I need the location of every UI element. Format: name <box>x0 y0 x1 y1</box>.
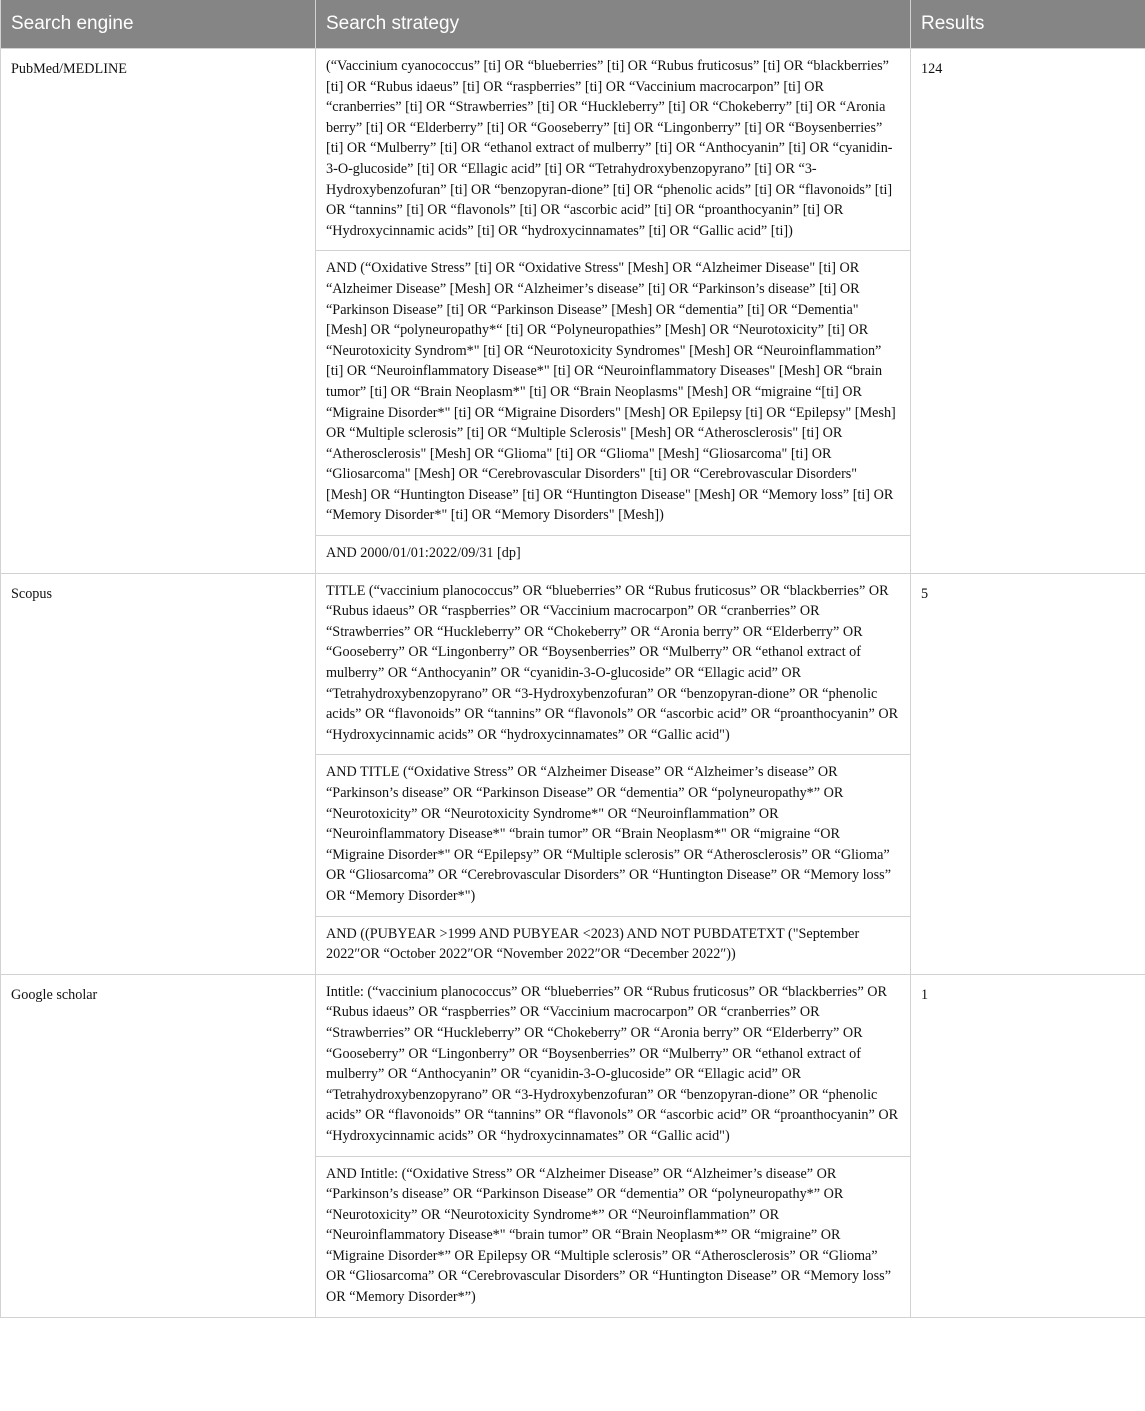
results-cell-scopus: 5 <box>911 573 1145 974</box>
table-row <box>1 974 1145 1156</box>
table-header <box>1 0 1145 49</box>
engine-cell-scopus: Scopus <box>1 573 316 974</box>
header-search-engine: Search engine <box>1 0 316 49</box>
strategy-cell: Intitle: (“vaccinium planococcus” OR “blueberries” OR “Rubus fruticosus” OR “blackberries” OR “Rubus idaeus” OR “raspberries” OR “Vaccinium macrocarpon” OR “cranberries” OR “Strawberries” OR “Huckleberry” OR “Chokeberry” OR “Aronia berry” OR “Elderberry” OR “Gooseberry” OR “Lingonberry” OR “Boysenberries” OR “Mulberry” OR “ethanol extract of mulberry” OR “Anthocyanin” OR “cyanidin-3-O-glucoside” OR “Ellagic acid” OR “Tetrahydroxybenzopyrano” OR “3-Hydroxybenzofuran” OR “benzopyran-dione” OR “phenolic acids” OR “flavonoids” OR “tannins” OR “flavonols” OR “ascorbic acid” OR “proanthocyanin” OR “Hydroxycinnamic acids” OR “hydroxycinnamates” OR “Gallic acid") <box>316 974 911 1156</box>
engine-cell-pubmed: PubMed/MEDLINE <box>1 49 316 574</box>
table-row <box>1 573 1145 755</box>
strategy-cell: AND Intitle: (“Oxidative Stress” OR “Alzheimer Disease” OR “Alzheimer’s disease” OR “Parkinson’s disease” OR “Parkinson Disease” OR “dementia” OR “polyneuropathy*” OR “Neurotoxicity” OR “Neurotoxicity Syndrome*” OR “Neuroinflammation” OR “Neuroinflammatory Disease*" “brain tumor” OR “Brain Neoplasm*” OR “migraine” OR “Migraine Disorder*” OR Epilepsy OR “Multiple sclerosis” OR “Atherosclerosis” OR “Glioma” OR “Gliosarcoma” OR “Cerebrovascular Disorders” OR “Huntington Disease” OR “Memory loss” OR “Memory Disorder*”) <box>316 1156 911 1317</box>
strategy-cell: AND ((PUBYEAR >1999 AND PUBYEAR <2023) AND NOT PUBDATETXT ("September 2022″OR “October 2022″OR “November 2022″OR “December 2022″)) <box>316 916 911 974</box>
strategy-cell: TITLE (“vaccinium planococcus” OR “blueberries” OR “Rubus fruticosus” OR “blackberries” OR “Rubus idaeus” OR “raspberries” OR “Vaccinium macrocarpon” OR “cranberries” OR “Strawberries” OR “Huckleberry” OR “Chokeberry” OR “Aronia berry” OR “Elderberry” OR “Gooseberry” OR “Lingonberry” OR “Boysenberries” OR “Mulberry” OR “ethanol extract of mulberry” OR “Anthocyanin” OR “cyanidin-3-O-glucoside” OR “Ellagic acid” OR “Tetrahydroxybenzopyrano” OR “3-Hydroxybenzofuran” OR “benzopyran-dione” OR “phenolic acids” OR “flavonoids” OR “tannins” OR “flavonols” OR “ascorbic acid” OR “proanthocyanin” OR “Hydroxycinnamic acids” OR “hydroxycinnamates” OR “Gallic acid") <box>316 573 911 755</box>
strategy-cell: AND TITLE (“Oxidative Stress” OR “Alzheimer Disease” OR “Alzheimer’s disease” OR “Parkinson’s disease” OR “Parkinson Disease” OR “dementia” OR “polyneuropathy*” OR “Neurotoxicity” OR “Neurotoxicity Syndrome*" OR “Neuroinflammation” OR “Neuroinflammatory Disease*" “brain tumor” OR “Brain Neoplasm*" OR “migraine “OR “Migraine Disorder*" OR “Epilepsy” OR “Multiple sclerosis” OR “Atherosclerosis” OR “Glioma” OR “Gliosarcoma” OR “Cerebrovascular Disorders” OR “Huntington Disease” OR “Memory loss” OR “Memory Disorder*") <box>316 755 911 916</box>
engine-cell-google-scholar: Google scholar <box>1 974 316 1317</box>
strategy-cell: AND 2000/01/01:2022/09/31 [dp] <box>316 536 911 574</box>
strategy-cell: AND (“Oxidative Stress” [ti] OR “Oxidative Stress" [Mesh] OR “Alzheimer Disease" [ti] OR “Alzheimer Disease” [Mesh] OR “Alzheimer’s disease” [ti] OR “Parkinson’s disease” [ti] OR “Parkinson Disease” [ti] OR “Parkinson Disease” [Mesh] OR “dementia” [ti] OR “Dementia" [Mesh] OR “polyneuropathy*“ [ti] OR “Polyneuropathies” [Mesh] OR “Neurotoxicity” [ti] OR “Neurotoxicity Syndrom*" [ti] OR “Neurotoxicity Syndromes" [Mesh] OR “Neuroinflammation” [ti] OR “Neuroinflammatory Disease*" [ti] OR “Neuroinflammatory Diseases" [Mesh] OR “brain tumor” [ti] OR “Brain Neoplasm*" [ti] OR “Brain Neoplasms" [Mesh] OR “migraine “[ti] OR “Migraine Disorder*" [ti] OR “Migraine Disorders" [Mesh] OR Epilepsy [ti] OR “Epilepsy" [Mesh] OR “Multiple sclerosis” [ti] OR “Multiple Sclerosis" [Mesh] OR “Atherosclerosis" [ti] OR “Atherosclerosis" [Mesh] OR “Glioma" [ti] OR “Glioma" [Mesh] “Gliosarcoma" [ti] OR “Gliosarcoma" [Mesh] OR “Cerebrovascular Disorders" [ti] OR “Cerebrovascular Disorders" [Mesh] OR “Huntington Disease” [ti] OR “Huntington Disease" [Mesh] OR “Memory loss” [ti] OR “Memory Disorder*" [ti] OR “Memory Disorders" [Mesh]) <box>316 251 911 536</box>
table-body <box>1 49 1145 1318</box>
table-row <box>1 49 1145 251</box>
header-search-strategy: Search strategy <box>316 0 911 49</box>
results-cell-pubmed: 124 <box>911 49 1145 574</box>
strategy-cell: (“Vaccinium cyanococcus” [ti] OR “blueberries” [ti] OR “Rubus fruticosus” [ti] OR “blackberries” [ti] OR “Rubus idaeus” [ti] OR “raspberries” [ti] OR “Vaccinium macrocarpon” [ti] OR “cranberries” [ti] OR “Strawberries” [ti] OR “Huckleberry” [ti] OR “Chokeberry” [ti] OR “Aronia berry” [ti] OR “Elderberry” [ti] OR “Gooseberry” [ti] OR “Lingonberry” [ti] OR “Boysenberries” [ti] OR “Mulberry” [ti] OR “ethanol extract of mulberry” [ti] OR “Anthocyanin” [ti] OR “cyanidin-3-O-glucoside” [ti] OR “Ellagic acid” [ti] OR “Tetrahydroxybenzopyrano” [ti] OR “3-Hydroxybenzofuran” [ti] OR “benzopyran-dione” [ti] OR “phenolic acids” [ti] OR “flavonoids” [ti] OR “tannins” [ti] OR “flavonols” [ti] OR “ascorbic acid” [ti] OR “proanthocyanin” [ti] OR “Hydroxycinnamic acids” [ti] OR “hydroxycinnamates” [ti] OR “Gallic acid” [ti]) <box>316 49 911 251</box>
header-row <box>1 0 1145 49</box>
results-cell-google-scholar: 1 <box>911 974 1145 1317</box>
header-results: Results <box>911 0 1145 49</box>
